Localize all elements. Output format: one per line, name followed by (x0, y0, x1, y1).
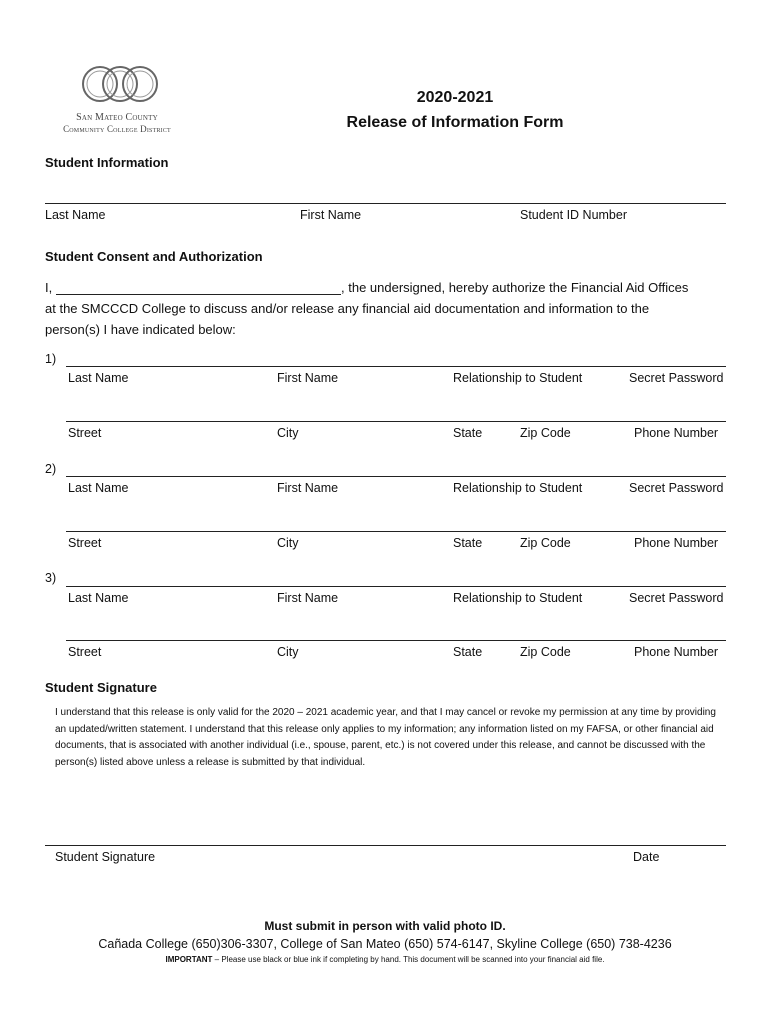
person-zip-label: Zip Code (520, 536, 571, 550)
person-state-label: State (453, 645, 483, 659)
person-number: 3) (45, 571, 57, 585)
person-relationship-label: Relationship to Student (453, 591, 583, 605)
signature-heading: Student Signature (45, 680, 157, 695)
person-first-name-label: First Name (277, 371, 339, 385)
person-last-name-label: Last Name (68, 371, 129, 385)
person-phone-label: Phone Number (634, 536, 719, 550)
person-state-label: State (453, 536, 483, 550)
footer-important (0, 955, 770, 964)
person-first-name-label: First Name (277, 481, 339, 495)
person-street-label: Street (68, 645, 102, 659)
student-info-heading: Student Information (45, 155, 169, 170)
person-state-label: State (453, 426, 483, 440)
person-zip-label: Zip Code (520, 426, 571, 440)
important-text: – Please use black or blue ink if completing by hand. This document will be scanned into your financial aid file. (212, 955, 605, 964)
person-city-label: City (277, 426, 299, 440)
date-label: Date (633, 850, 660, 864)
rings-icon (52, 62, 182, 112)
person-phone-label: Phone Number (634, 426, 719, 440)
footer-must-submit: Must submit in person with valid photo ID. (264, 919, 506, 933)
person-last-name-label: Last Name (68, 481, 129, 495)
form-year: 2020-2021 (416, 89, 494, 106)
logo-line2: Community College District (63, 124, 171, 134)
consent-line2: at the SMCCCD College to discuss and/or release any financial aid documentation and information to the (45, 301, 650, 316)
district-logo (52, 62, 182, 140)
person-number: 2) (45, 462, 57, 476)
signature-line[interactable] (45, 845, 726, 846)
student-last-name-label: Last Name (45, 208, 106, 222)
important-label: IMPORTANT (165, 955, 213, 964)
consent-name-line[interactable] (56, 294, 341, 295)
student-first-name-label: First Name (300, 208, 362, 222)
person-name-line[interactable] (66, 586, 726, 587)
person-name-line[interactable] (66, 476, 726, 477)
person-address-line[interactable] (66, 421, 726, 422)
person-street-label: Street (68, 426, 102, 440)
consent-line1: , the undersigned, hereby authorize the Financial Aid Offices (341, 280, 689, 295)
person-last-name-label: Last Name (68, 591, 129, 605)
person-address-line[interactable] (66, 531, 726, 532)
person-phone-label: Phone Number (634, 645, 719, 659)
person-street-label: Street (68, 536, 102, 550)
consent-prefix: I, (45, 280, 53, 295)
person-zip-label: Zip Code (520, 645, 571, 659)
footer-contacts: Cañada College (650)306-3307, College of San Mateo (650) 574-6147, Skyline College (650) 738-4236 (98, 937, 672, 951)
signature-label: Student Signature (55, 850, 156, 864)
consent-heading: Student Consent and Authorization (45, 249, 263, 264)
person-first-name-label: First Name (277, 591, 339, 605)
person-city-label: City (277, 645, 299, 659)
person-password-label: Secret Password (629, 481, 724, 495)
student-id-label: Student ID Number (520, 208, 627, 222)
signature-statement: I understand that this release is only valid for the 2020 – 2021 academic year, and that I may cancel or revoke my permission at any time by providing an updated/written statement. I understand that this release only applies to my information; any information listed on my FAFSA, or other financial aid documents, that is associated with another individual (i.e., spouse, parent, etc.) is not covered under this release, and cannot be discussed with the person(s) listed above unless a release is submitted by that individual. (55, 707, 716, 768)
person-relationship-label: Relationship to Student (453, 481, 583, 495)
person-relationship-label: Relationship to Student (453, 371, 583, 385)
student-info-line[interactable] (45, 203, 726, 204)
person-password-label: Secret Password (629, 371, 724, 385)
form-title: Release of Information Form (346, 114, 564, 131)
logo-line1: San Mateo County (76, 112, 158, 123)
consent-line3: person(s) I have indicated below: (45, 322, 236, 337)
person-number: 1) (45, 352, 57, 366)
person-address-line[interactable] (66, 640, 726, 641)
person-name-line[interactable] (66, 366, 726, 367)
person-password-label: Secret Password (629, 591, 724, 605)
person-city-label: City (277, 536, 299, 550)
